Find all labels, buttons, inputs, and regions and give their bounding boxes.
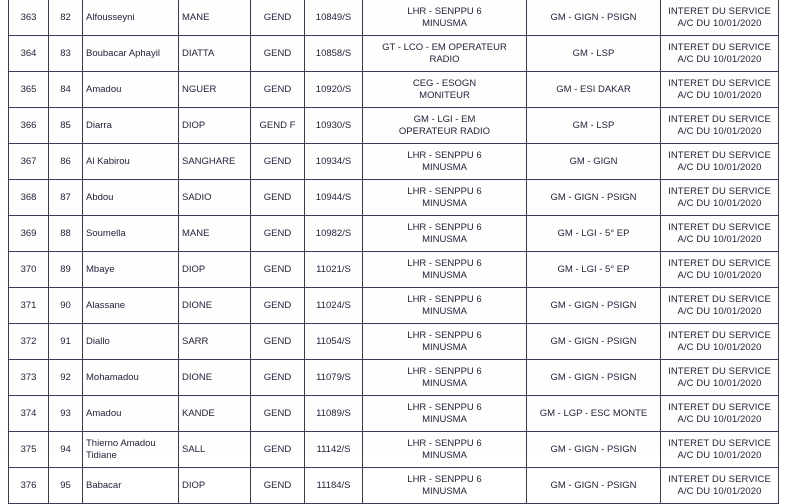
cell-matricule: 11089/S [305,396,363,432]
unite-line-2: MINUSMA [422,305,467,317]
personnel-roster-table [8,0,779,504]
cell-unite [363,72,527,108]
motif-line-2: A/C DU 10/01/2020 [677,53,762,65]
cell-numero: 374 [9,396,49,432]
cell-prenom: Amadou [83,396,179,432]
unite-line-2: MINUSMA [422,413,467,425]
cell-unite [363,432,527,468]
cell-matricule: 10849/S [305,0,363,36]
table-row [9,0,779,36]
motif-line-1: INTERET DU SERVICE [668,222,771,234]
motif-text [664,402,775,424]
motif-text [664,330,775,352]
cell-matricule: 11021/S [305,252,363,288]
cell-unite [363,180,527,216]
unite-line-1: LHR - SENPPU 6 [407,258,482,270]
cell-unite [363,324,527,360]
motif-line-1: INTERET DU SERVICE [668,258,771,270]
cell-ordre: 87 [49,180,83,216]
cell-corps: GEND [251,0,305,36]
cell-unite [363,468,527,504]
cell-affectation: GM - LGP - ESC MONTE [527,396,661,432]
cell-motif [661,72,779,108]
cell-unite [363,288,527,324]
unite-line-1: CEG - ESOGN [412,78,477,90]
cell-numero: 372 [9,324,49,360]
table-row [9,360,779,396]
unite-text [366,474,523,496]
table-row [9,396,779,432]
motif-line-1: INTERET DU SERVICE [668,330,771,342]
unite-line-2: MINUSMA [422,17,467,29]
cell-prenom: Diallo [83,324,179,360]
cell-nom: DIOP [179,108,251,144]
cell-matricule: 10920/S [305,72,363,108]
motif-text [664,294,775,316]
cell-prenom: Al Kabirou [83,144,179,180]
cell-nom: DIATTA [179,36,251,72]
table-body [9,0,779,504]
motif-line-2: A/C DU 10/01/2020 [677,305,762,317]
unite-line-1: LHR - SENPPU 6 [407,474,482,486]
cell-numero: 363 [9,0,49,36]
cell-motif [661,360,779,396]
cell-nom: DIONE [179,288,251,324]
cell-unite [363,216,527,252]
unite-line-1: LHR - SENPPU 6 [407,438,482,450]
cell-unite [363,144,527,180]
cell-matricule: 11142/S [305,432,363,468]
cell-motif [661,396,779,432]
cell-prenom: Diarra [83,108,179,144]
cell-numero: 375 [9,432,49,468]
cell-unite [363,360,527,396]
unite-text [366,258,523,280]
motif-line-1: INTERET DU SERVICE [668,150,771,162]
cell-corps: GEND [251,72,305,108]
table-row [9,216,779,252]
unite-line-2: OPERATEUR RADIO [398,125,491,137]
unite-line-1: LHR - SENPPU 6 [407,150,482,162]
cell-ordre: 91 [49,324,83,360]
cell-corps: GEND [251,468,305,504]
cell-prenom: Babacar [83,468,179,504]
unite-line-2: MINUSMA [422,485,467,497]
cell-matricule: 10982/S [305,216,363,252]
cell-numero: 369 [9,216,49,252]
cell-affectation: GM - GIGN - PSIGN [527,360,661,396]
motif-line-2: A/C DU 10/01/2020 [677,17,762,29]
motif-line-1: INTERET DU SERVICE [668,402,771,414]
cell-nom: DIONE [179,360,251,396]
cell-nom: DIOP [179,252,251,288]
motif-text [664,186,775,208]
cell-numero: 367 [9,144,49,180]
cell-ordre: 82 [49,0,83,36]
cell-ordre: 95 [49,468,83,504]
unite-line-2: MINUSMA [422,449,467,461]
motif-line-2: A/C DU 10/01/2020 [677,125,762,137]
cell-prenom: Boubacar Aphayil [83,36,179,72]
motif-line-1: INTERET DU SERVICE [668,438,771,450]
table-row [9,108,779,144]
cell-matricule: 10944/S [305,180,363,216]
motif-text [664,6,775,28]
cell-motif [661,108,779,144]
unite-line-1: LHR - SENPPU 6 [407,186,482,198]
unite-line-1: LHR - SENPPU 6 [407,294,482,306]
unite-text [366,294,523,316]
cell-affectation: GM - LSP [527,108,661,144]
motif-line-1: INTERET DU SERVICE [668,6,771,18]
cell-ordre: 94 [49,432,83,468]
unite-text [366,150,523,172]
cell-corps: GEND [251,324,305,360]
motif-line-1: INTERET DU SERVICE [668,114,771,126]
cell-affectation: GM - GIGN - PSIGN [527,180,661,216]
cell-ordre: 93 [49,396,83,432]
cell-motif [661,432,779,468]
table-row [9,72,779,108]
cell-affectation: GM - GIGN - PSIGN [527,0,661,36]
cell-unite [363,252,527,288]
unite-text [366,78,523,100]
cell-affectation: GM - GIGN - PSIGN [527,288,661,324]
motif-line-1: INTERET DU SERVICE [668,186,771,198]
cell-ordre: 90 [49,288,83,324]
table-row [9,36,779,72]
motif-text [664,78,775,100]
cell-corps: GEND [251,144,305,180]
cell-numero: 370 [9,252,49,288]
cell-affectation: GM - GIGN - PSIGN [527,468,661,504]
page-left-margin [0,0,7,453]
unite-line-2: MINUSMA [422,233,467,245]
cell-motif [661,468,779,504]
motif-text [664,42,775,64]
cell-prenom: Amadou [83,72,179,108]
cell-corps: GEND [251,396,305,432]
cell-prenom: Alfousseyni [83,0,179,36]
cell-ordre: 89 [49,252,83,288]
cell-nom: NGUER [179,72,251,108]
cell-affectation: GM - LGI - 5° EP [527,216,661,252]
cell-matricule: 10858/S [305,36,363,72]
cell-numero: 376 [9,468,49,504]
cell-unite [363,108,527,144]
cell-ordre: 84 [49,72,83,108]
motif-line-2: A/C DU 10/01/2020 [677,197,762,209]
cell-matricule: 11024/S [305,288,363,324]
cell-corps: GEND [251,180,305,216]
motif-line-2: A/C DU 10/01/2020 [677,377,762,389]
motif-line-2: A/C DU 10/01/2020 [677,449,762,461]
unite-line-1: LHR - SENPPU 6 [407,366,482,378]
cell-nom: SALL [179,432,251,468]
cell-motif [661,180,779,216]
unite-line-1: GM - LGI - EM [413,114,476,126]
unite-text [366,330,523,352]
cell-matricule: 10934/S [305,144,363,180]
cell-corps: GEND [251,432,305,468]
motif-line-1: INTERET DU SERVICE [668,366,771,378]
cell-prenom: Thierno Amadou Tidiane [83,432,179,468]
motif-text [664,366,775,388]
motif-text [664,474,775,496]
cell-corps: GEND [251,216,305,252]
cell-ordre: 92 [49,360,83,396]
cell-matricule: 11184/S [305,468,363,504]
cell-nom: SANGHARE [179,144,251,180]
motif-text [664,222,775,244]
unite-line-2: MINUSMA [422,377,467,389]
cell-prenom: Abdou [83,180,179,216]
unite-line-1: LHR - SENPPU 6 [407,6,482,18]
cell-nom: MANE [179,0,251,36]
unite-text [366,402,523,424]
cell-affectation: GM - GIGN [527,144,661,180]
motif-line-2: A/C DU 10/01/2020 [677,341,762,353]
cell-corps: GEND [251,360,305,396]
motif-line-2: A/C DU 10/01/2020 [677,413,762,425]
table-row [9,144,779,180]
unite-text [366,114,523,136]
cell-motif [661,252,779,288]
cell-corps: GEND F [251,108,305,144]
cell-motif [661,288,779,324]
cell-ordre: 86 [49,144,83,180]
cell-motif [661,0,779,36]
table-row [9,432,779,468]
cell-numero: 371 [9,288,49,324]
motif-text [664,438,775,460]
unite-line-1: LHR - SENPPU 6 [407,330,482,342]
table-row [9,180,779,216]
motif-line-2: A/C DU 10/01/2020 [677,269,762,281]
table-row [9,324,779,360]
cell-numero: 368 [9,180,49,216]
unite-text [366,186,523,208]
cell-prenom: Mohamadou [83,360,179,396]
unite-line-2: MINUSMA [422,341,467,353]
cell-matricule: 10930/S [305,108,363,144]
unite-text [366,438,523,460]
unite-line-2: MINUSMA [422,269,467,281]
cell-nom: KANDE [179,396,251,432]
cell-affectation: GM - LSP [527,36,661,72]
cell-unite [363,36,527,72]
cell-ordre: 85 [49,108,83,144]
cell-nom: DIOP [179,468,251,504]
unite-line-1: GT - LCO - EM OPERATEUR [382,42,507,54]
table-row [9,468,779,504]
cell-matricule: 11079/S [305,360,363,396]
cell-affectation: GM - GIGN - PSIGN [527,432,661,468]
unite-line-2: MINUSMA [422,161,467,173]
unite-text [366,222,523,244]
motif-line-2: A/C DU 10/01/2020 [677,485,762,497]
cell-motif [661,36,779,72]
cell-corps: GEND [251,288,305,324]
unite-text [366,6,523,28]
cell-ordre: 88 [49,216,83,252]
motif-line-1: INTERET DU SERVICE [668,78,771,90]
cell-ordre: 83 [49,36,83,72]
cell-motif [661,144,779,180]
cell-corps: GEND [251,36,305,72]
cell-numero: 365 [9,72,49,108]
cell-affectation: GM - LGI - 5° EP [527,252,661,288]
cell-numero: 373 [9,360,49,396]
cell-nom: MANE [179,216,251,252]
motif-line-1: INTERET DU SERVICE [668,474,771,486]
cell-nom: SARR [179,324,251,360]
page-right-margin [785,0,792,453]
unite-text [366,42,523,64]
cell-prenom: Alassane [83,288,179,324]
cell-prenom: Soumella [83,216,179,252]
cell-affectation: GM - ESI DAKAR [527,72,661,108]
motif-text [664,150,775,172]
unite-text [366,366,523,388]
table-row [9,288,779,324]
cell-unite [363,396,527,432]
cell-corps: GEND [251,252,305,288]
motif-line-1: INTERET DU SERVICE [668,294,771,306]
cell-unite [363,0,527,36]
motif-line-2: A/C DU 10/01/2020 [677,89,762,101]
motif-line-1: INTERET DU SERVICE [668,42,771,54]
cell-motif [661,324,779,360]
motif-line-2: A/C DU 10/01/2020 [677,233,762,245]
motif-text [664,114,775,136]
cell-motif [661,216,779,252]
cell-affectation: GM - GIGN - PSIGN [527,324,661,360]
unite-line-2: MINUSMA [422,197,467,209]
unite-line-2: MONITEUR [419,89,470,101]
unite-line-1: LHR - SENPPU 6 [407,402,482,414]
cell-prenom: Mbaye [83,252,179,288]
unite-line-1: LHR - SENPPU 6 [407,222,482,234]
cell-matricule: 11054/S [305,324,363,360]
cell-numero: 364 [9,36,49,72]
motif-text [664,258,775,280]
motif-line-2: A/C DU 10/01/2020 [677,161,762,173]
unite-line-2: RADIO [429,53,460,65]
table-row [9,252,779,288]
cell-nom: SADIO [179,180,251,216]
cell-numero: 366 [9,108,49,144]
